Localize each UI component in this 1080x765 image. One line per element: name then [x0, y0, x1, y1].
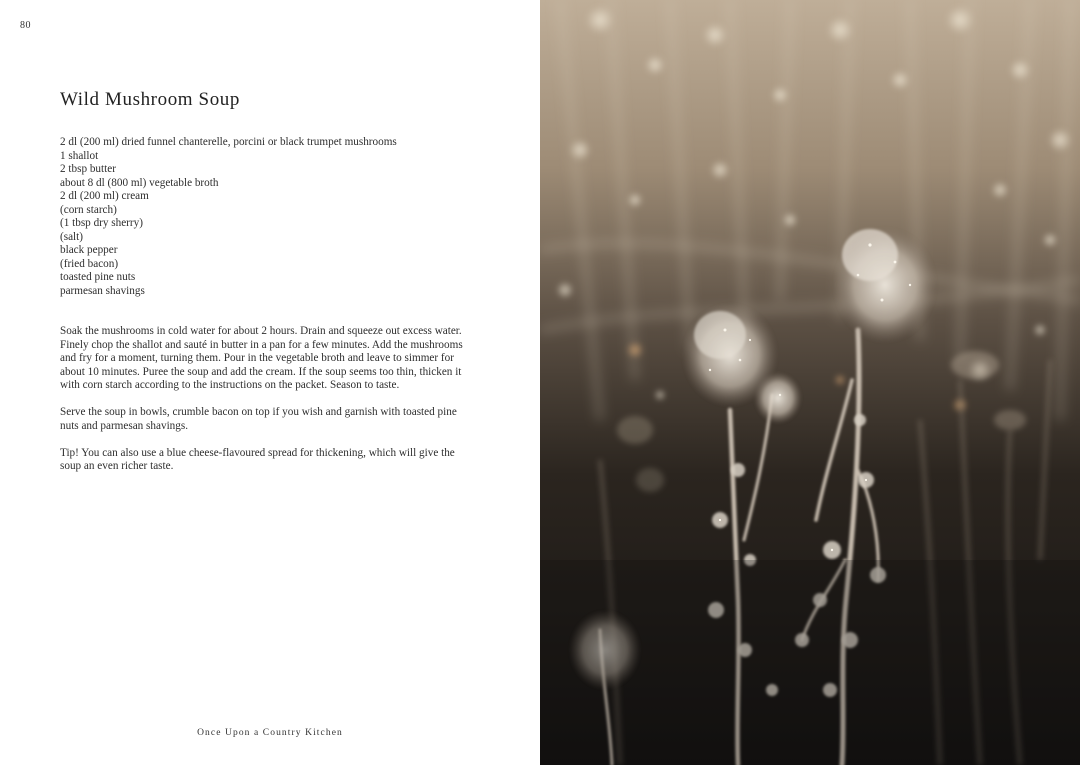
- method-paragraph: Soak the mushrooms in cold water for about 2 hours. Drain and squeeze out excess water. Finely chop the shallot and sauté in butter in a pan for a few minutes. Add the mushrooms and fry for a moment, turning them. Pour in the vegetable broth and leave to simmer for about 10 minutes. Puree the soup and add the cream. If the soup seems too thin, thicken it with corn starch according to the instructions on the packet. Season to taste.: [60, 325, 463, 391]
- ingredient-item: black pepper: [60, 244, 118, 256]
- ingredient-item: 2 tbsp butter: [60, 163, 116, 175]
- method-section: [60, 325, 470, 487]
- ingredient-item: 1 shallot: [60, 149, 99, 162]
- book-title-footer: Once Upon a Country Kitchen: [197, 728, 343, 738]
- ingredient-list: [60, 136, 480, 298]
- frosted-flower-photo: [540, 0, 1080, 765]
- tip-paragraph: Tip! You can also use a blue cheese-flavoured spread for thickening, which will give the soup an even richer taste.: [60, 446, 455, 472]
- method-paragraph: Serve the soup in bowls, crumble bacon on top if you wish and garnish with toasted pine nuts and parmesan shavings.: [60, 406, 457, 432]
- page-number: 80: [20, 20, 31, 31]
- ingredient-item: parmesan shavings: [60, 284, 145, 297]
- ingredient-item: (corn starch): [60, 203, 117, 216]
- ingredient-item: (1 tbsp dry sherry): [60, 217, 143, 229]
- ingredient-item: (fried bacon): [60, 257, 119, 270]
- recipe-title: Wild Mushroom Soup: [60, 89, 240, 110]
- ingredient-item: (salt): [60, 230, 83, 243]
- ingredient-item: 2 dl (200 ml) dried funnel chanterelle, porcini or black trumpet mushrooms: [60, 136, 397, 148]
- photo-page: [540, 0, 1080, 765]
- ingredient-item: toasted pine nuts: [60, 271, 136, 283]
- ingredient-item: about 8 dl (800 ml) vegetable broth: [60, 176, 219, 189]
- ingredient-item: 2 dl (200 ml) cream: [60, 190, 149, 202]
